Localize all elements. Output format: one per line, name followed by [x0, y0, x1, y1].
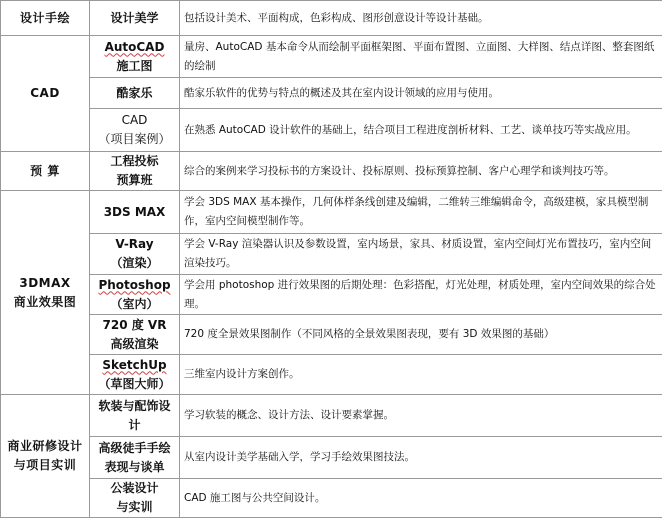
subcourse-name: 高级徒手手绘: [94, 439, 175, 458]
description-cell: 量房、AutoCAD 基本命令从而绘制平面框架图、平面布置图、立面图、大样图、结点详图、整套图纸的绘制: [180, 36, 662, 78]
subcourse-subtitle: 高级渲染: [94, 335, 175, 354]
subcourse-subtitle: 预算班: [94, 171, 175, 190]
subcourse-subtitle: （项目案例）: [94, 130, 175, 149]
table-row: [1, 1, 662, 36]
subcourse-name: 公装设计: [94, 479, 175, 498]
subcourse-name: 软装与配饰设计: [94, 397, 175, 435]
subcourse-name: CAD: [94, 111, 175, 130]
subcourse-cell: [90, 109, 180, 152]
description-cell: 从室内设计美学基础入学，学习手绘效果图技法。: [180, 437, 662, 479]
subcourse-cell: [90, 191, 180, 234]
description-cell: 学会 V-Ray 渲染器认识及参数设置，室内场景，家具、材质设置，室内空间灯光布置技巧，室内空间渲染技巧。: [180, 234, 662, 275]
table-row: [1, 479, 662, 518]
subcourse-name: 720 度 VR: [94, 316, 175, 335]
subcourse-cell: [90, 36, 180, 78]
table-row: [1, 152, 662, 191]
table-row: [1, 78, 662, 109]
description-cell: 综合的案例来学习投标书的方案设计、投标原则、投标预算控制、客户心理学和谈判技巧等。: [180, 152, 662, 191]
subcourse-cell: [90, 437, 180, 479]
subcourse-subtitle: 施工图: [94, 57, 175, 76]
description-cell: 学习软装的概念、设计方法、设计要素掌握。: [180, 395, 662, 437]
category-cell-3dmax: 3DMAX 商业效果图: [1, 191, 90, 395]
subcourse-name: 3DS MAX: [94, 203, 175, 222]
subcourse-cell: [90, 395, 180, 437]
subcourse-subtitle: 与实训: [94, 498, 175, 517]
category-cell-design: 设计手绘: [1, 1, 90, 36]
description-cell: 三维室内设计方案创作。: [180, 355, 662, 395]
subcourse-subtitle: 表现与谈单: [94, 458, 175, 477]
description-cell: CAD 施工图与公共空间设计。: [180, 479, 662, 518]
table-row: [1, 275, 662, 315]
subcourse-name: SketchUp: [94, 356, 175, 375]
description-cell: 在熟悉 AutoCAD 设计软件的基础上，结合项目工程进度剖析材料、工艺、谈单技巧等实战应用。: [180, 109, 662, 152]
table-row: [1, 355, 662, 395]
subcourse-subtitle: （室内）: [94, 295, 175, 314]
subcourse-cell: [90, 355, 180, 395]
subcourse-subtitle: （渲染）: [94, 254, 175, 273]
category-cell-cad: CAD: [1, 36, 90, 152]
subcourse-name: 设计美学: [94, 9, 175, 28]
subcourse-cell: [90, 275, 180, 315]
subcourse-cell: [90, 315, 180, 355]
table-row: [1, 109, 662, 152]
subcourse-cell: [90, 479, 180, 518]
subcourse-name: 工程投标: [94, 152, 175, 171]
table-row: [1, 36, 662, 78]
subcourse-name: 酷家乐: [94, 84, 175, 103]
description-cell: 学会用 photoshop 进行效果图的后期处理：色彩搭配，灯光处理，材质处理，室内空间效果的综合处理。: [180, 275, 662, 315]
subcourse-subtitle: （草图大师）: [94, 375, 175, 394]
subcourse-cell: [90, 1, 180, 36]
subcourse-cell: [90, 78, 180, 109]
description-cell: 学会 3DS MAX 基本操作，几何体样条线创建及编辑，二维转三维编辑命令，高级建模，家具模型制作，室内空间模型制作等。: [180, 191, 662, 234]
table-row: [1, 234, 662, 275]
subcourse-cell: [90, 152, 180, 191]
subcourse-cell: [90, 234, 180, 275]
subcourse-name: V-Ray: [94, 235, 175, 254]
category-cell-research: 商业研修设计 与项目实训: [1, 395, 90, 518]
description-cell: 720 度全景效果图制作（不同风格的全景效果图表现，要有 3D 效果图的基础）: [180, 315, 662, 355]
table-row: [1, 437, 662, 479]
description-cell: 酷家乐软件的优势与特点的概述及其在室内设计领域的应用与使用。: [180, 78, 662, 109]
table-row: [1, 191, 662, 234]
table-row: [1, 395, 662, 437]
description-cell: 包括设计美术、平面构成，色彩构成、图形创意设计等设计基础。: [180, 1, 662, 36]
subcourse-name: AutoCAD: [94, 38, 175, 57]
table-row: [1, 315, 662, 355]
category-cell-budget: 预 算: [1, 152, 90, 191]
subcourse-name: Photoshop: [94, 276, 175, 295]
